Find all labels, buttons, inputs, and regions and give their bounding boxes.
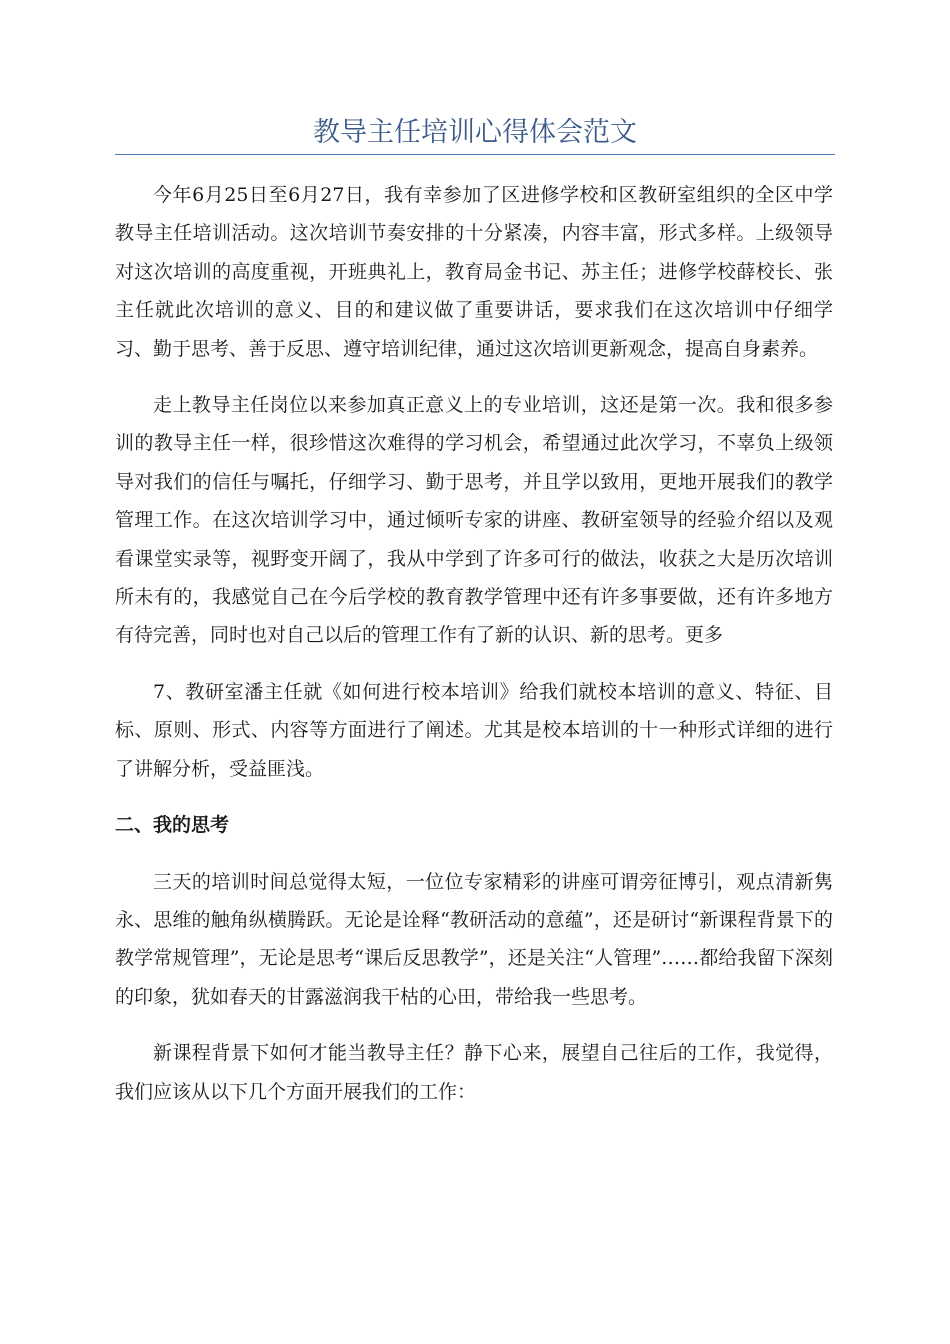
title-underline: [115, 154, 835, 155]
paragraph-future-work: 新课程背景下如何才能当教导主任？静下心来，展望自己往后的工作，我觉得，我们应该从以下几个方面开展我们的工作：: [115, 1042, 833, 1103]
paragraph-first-training: 走上教导主任岗位以来参加真正意义上的专业培训，这还是第一次。我和很多参训的教导主任一样，很珍惜这次难得的学习机会，希望通过此次学习，不辜负上级领导对我们的信任与嘱托，仔细学习、勤于思考，并且学以致用，更地开展我们的教学管理工作。在这次培训学习中，通过倾听专家的讲座、教研室领导的经验介绍以及观看课堂实录等，视野变开阔了，我从中学到了许多可行的做法，收获之大是历次培训所未有的，我感觉自己在今后学校的教育教学管理中还有许多事要做，还有许多地方有待完善，同时也对自己以后的管理工作有了新的认识、新的思考。更多: [115, 394, 833, 647]
section-heading-my-thoughts: 二、我的思考: [115, 814, 230, 837]
paragraph-training-overview: 今年6月25日至6月27日，我有幸参加了区进修学校和区教研室组织的全区中学教导主任培训活动。这次培训节奏安排的十分紧凑，内容丰富，形式多样。上级领导对这次培训的高度重视，开班典礼上，教育局金书记、苏主任；进修学校薛校长、张主任就此次培训的意义、目的和建议做了重要讲话，要求我们在这次培训中仔细学习、勤于思考、善于反思、遵守培训纪律，通过这次培训更新观念，提高自身素养。: [115, 184, 833, 360]
paragraph-school-based-training: 7、教研室潘主任就《如何进行校本培训》给我们就校本培训的意义、特征、目标、原则、形式、内容等方面进行了阐述。尤其是校本培训的十一种形式详细的进行了讲解分析，受益匪浅。: [115, 680, 833, 780]
paragraph-reflection: 三天的培训时间总觉得太短，一位位专家精彩的讲座可谓旁征博引，观点清新隽永、思维的触角纵横腾跃。无论是诠释“教研活动的意蕴”，还是研讨“新课程背景下的教学常规管理”，无论是思考“课后反思教学”，还是关注“人管理”……都给我留下深刻的印象，犹如春天的甘露滋润我干枯的心田，带给我一些思考。: [115, 870, 833, 1008]
document-body: [115, 176, 833, 1129]
document-title: 教导主任培训心得体会范文: [313, 117, 637, 148]
